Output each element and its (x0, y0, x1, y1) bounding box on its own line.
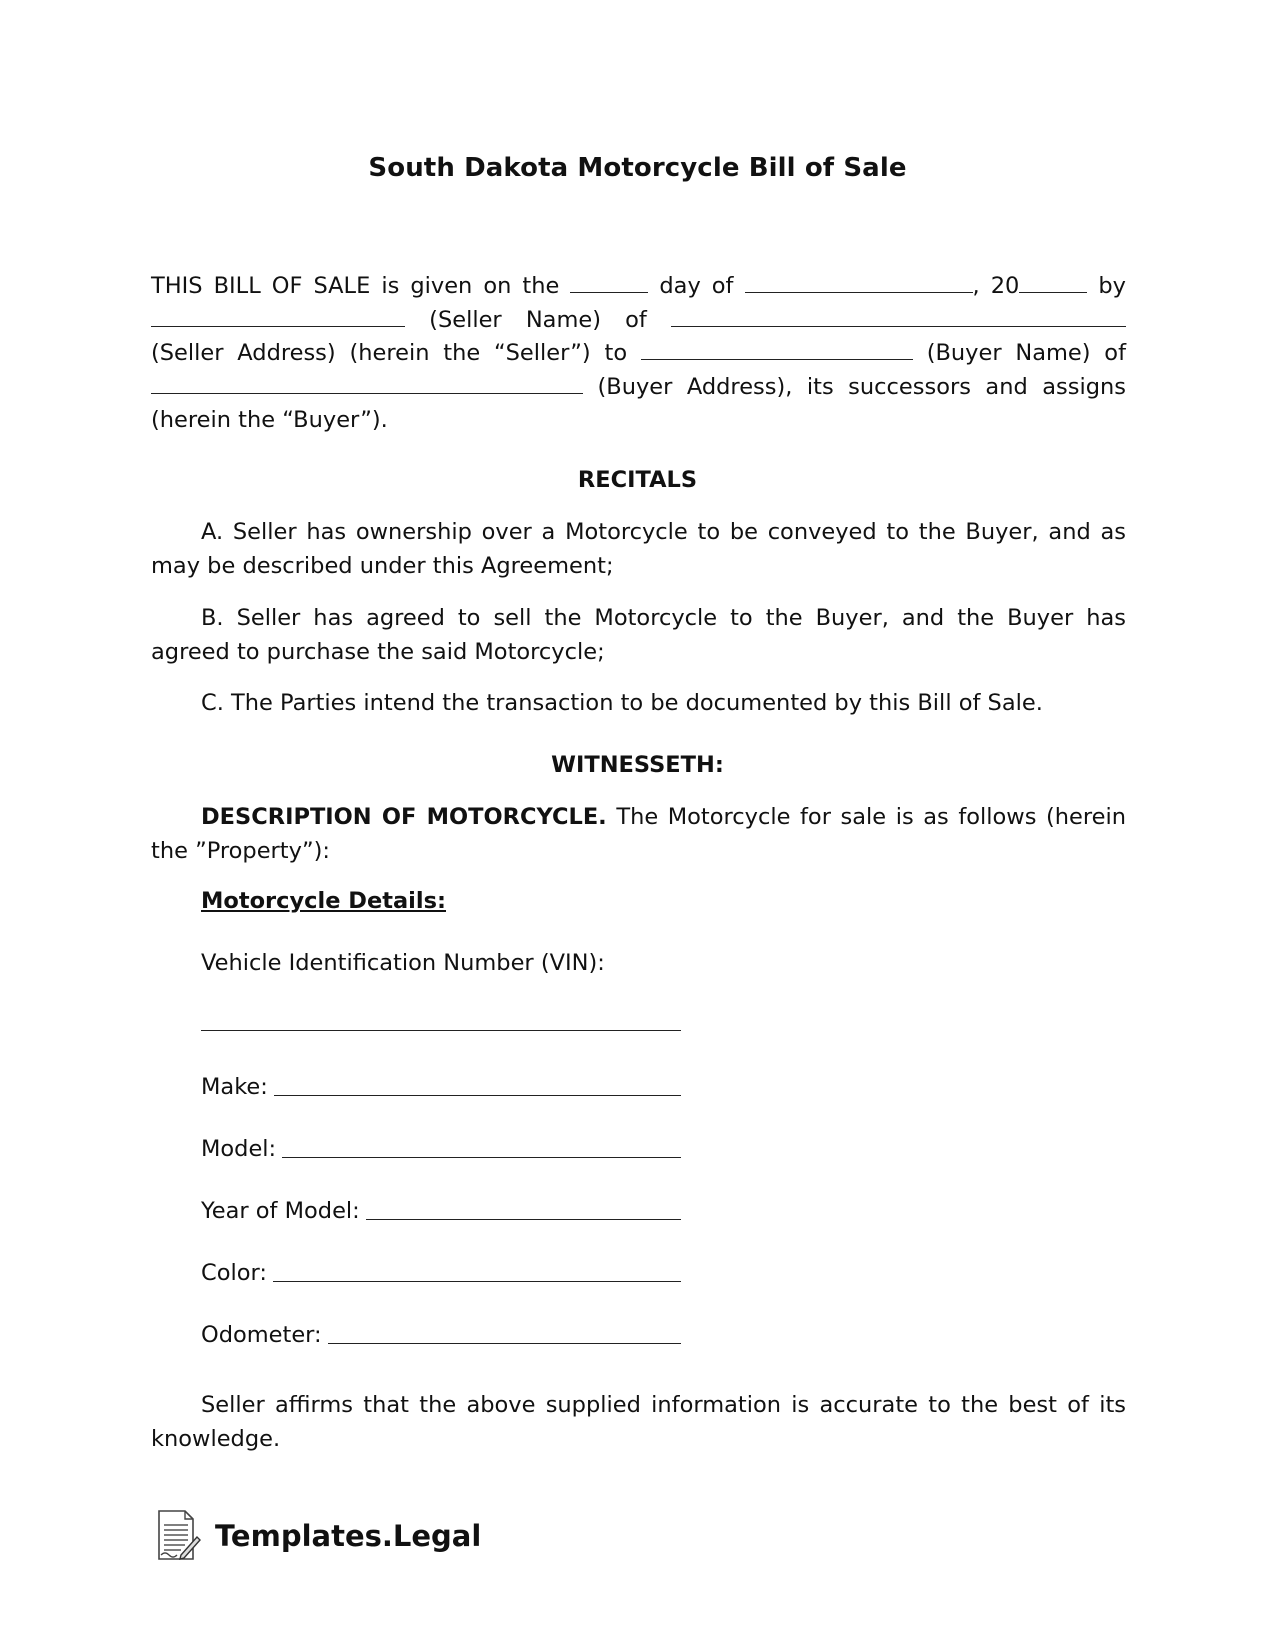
year-row (201, 1198, 681, 1224)
intro-text-5: (Seller Name) of (429, 306, 647, 333)
recitals-heading: RECITALS (577, 467, 698, 493)
year-label: Year of Model: (201, 1198, 360, 1224)
document-pen-icon (155, 1509, 201, 1563)
recital-a: A. Seller has ownership over a Motorcycle to be conveyed to the Buyer, and as may be described under this Agreement; (151, 519, 1126, 579)
seller-name-blank[interactable] (151, 308, 405, 327)
description-text: The Motorcycle for sale is as follows (herein the ”Property”): (151, 804, 1126, 864)
odometer-row (201, 1322, 681, 1348)
month-blank[interactable] (745, 274, 973, 293)
buyer-address-blank[interactable] (151, 375, 583, 394)
witnesseth-heading: WITNESSETH: (551, 752, 724, 778)
model-field[interactable] (282, 1139, 681, 1158)
intro-text-8: (Buyer Address), its successors and assigns (herein the “Buyer”). (151, 373, 1126, 433)
vin-label: Vehicle Identification Number (VIN): (201, 950, 605, 976)
buyer-name-blank[interactable] (641, 341, 913, 360)
odometer-label: Odometer: (201, 1322, 322, 1348)
seller-address-blank[interactable] (671, 308, 1126, 327)
recital-b: B. Seller has agreed to sell the Motorcycle to the Buyer, and the Buyer has agreed to purchase the said Motorcycle; (151, 605, 1126, 665)
description-paragraph (151, 801, 1126, 868)
make-row (201, 1074, 681, 1100)
footer-logo (155, 1509, 481, 1563)
year-field[interactable] (366, 1201, 681, 1220)
affirmation-paragraph: Seller affirms that the above supplied information is accurate to the best of its knowledge. (151, 1392, 1126, 1452)
logo-text: Templates.Legal (215, 1519, 482, 1553)
color-label: Color: (201, 1260, 267, 1286)
odometer-field[interactable] (328, 1325, 681, 1344)
motorcycle-details-title: Motorcycle Details: (201, 888, 446, 914)
description-label: DESCRIPTION OF MOTORCYCLE. (201, 804, 607, 830)
intro-text-3: , 20 (972, 273, 1020, 299)
intro-text-1: THIS BILL OF SALE is given on the (151, 273, 560, 299)
intro-text-6: (Seller Address) (herein the “Seller”) to (151, 340, 628, 366)
model-label: Model: (201, 1136, 277, 1162)
day-blank[interactable] (570, 274, 648, 293)
year-blank[interactable] (1019, 274, 1087, 293)
model-row (201, 1136, 681, 1162)
recital-c: C. The Parties intend the transaction to be documented by this Bill of Sale. (201, 690, 1043, 716)
intro-text-2: day of (659, 273, 734, 299)
vin-label-row (201, 950, 681, 976)
make-field[interactable] (274, 1077, 681, 1096)
document-title: South Dakota Motorcycle Bill of Sale (368, 153, 907, 183)
intro-text-7: (Buyer Name) of (926, 340, 1126, 366)
color-field[interactable] (273, 1263, 681, 1282)
intro-text-4: by (1098, 273, 1126, 299)
make-label: Make: (201, 1074, 268, 1100)
color-row (201, 1260, 681, 1286)
intro-paragraph (151, 270, 1126, 438)
vin-field[interactable] (201, 1030, 681, 1031)
